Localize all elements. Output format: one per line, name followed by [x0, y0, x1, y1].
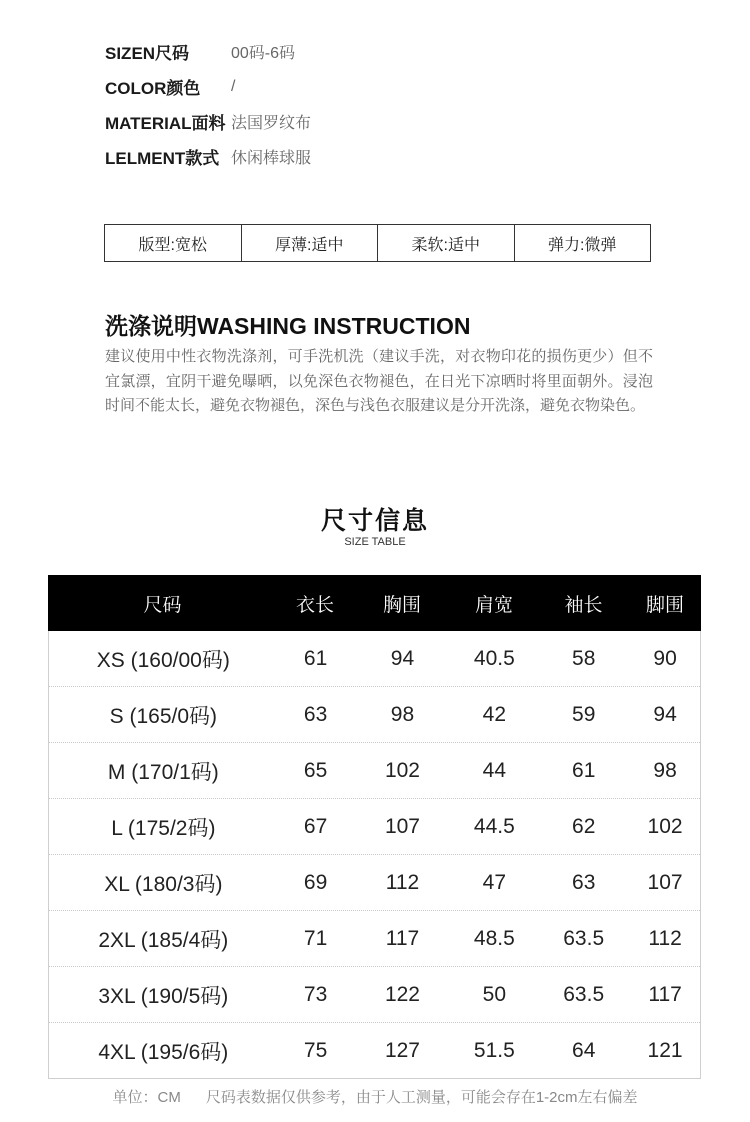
table-cell: 112 — [648, 926, 682, 950]
table-cell: 69 — [303, 870, 328, 894]
washing-text: 建议使用中性衣物洗涤剂，可手洗机洗（建议手洗，对衣物印花的损伤更少）但不宜氯漂，宜阴干避免曝晒，以免深色衣物褪色，在日光下凉晒时将里面朝外。浸泡时间不能太长，避免衣物褪色，深色与浅色衣服建议是分开洗涤，避免衣物染色。 — [105, 348, 653, 414]
table-cell: 121 — [647, 1038, 683, 1062]
spec-row-color — [105, 69, 311, 104]
attribute-bar — [104, 224, 651, 262]
table-cell: 63 — [303, 702, 328, 726]
table-cell: 90 — [653, 646, 677, 670]
size-table-title: 尺寸信息 — [320, 507, 429, 535]
table-cell: 65 — [303, 758, 328, 782]
table-header — [48, 575, 701, 631]
table-cell: 47 — [482, 870, 506, 894]
table-cell: 102 — [647, 814, 683, 838]
attribute-thickness: 厚薄:适中 — [242, 225, 379, 261]
table-cell: 42 — [482, 702, 506, 726]
header-length: 衣长 — [295, 594, 334, 616]
size-table-footnote: 单位：CM 尺码表数据仅供参考，由于人工测量，可能会存在1-2cm左右偏差 — [112, 1089, 638, 1106]
table-row — [49, 743, 700, 799]
table-row — [49, 687, 700, 743]
table-cell: S (165/0码) — [109, 704, 218, 728]
size-table-subtitle: SIZE TABLE — [344, 536, 406, 548]
table-cell: 3XL (190/5码) — [98, 984, 229, 1008]
table-cell: 61 — [303, 646, 328, 670]
table-cell: 94 — [390, 646, 415, 670]
header-chest: 胸围 — [382, 594, 421, 616]
header-sleeve: 袖长 — [564, 594, 603, 616]
spec-label: MATERIAL面料 — [105, 114, 226, 133]
spec-label: SIZEN尺码 — [105, 44, 190, 63]
table-cell: 98 — [653, 758, 677, 782]
table-body — [49, 631, 700, 1078]
table-cell: 63 — [572, 870, 596, 894]
header-hem: 脚围 — [645, 594, 684, 616]
table-cell: 2XL (185/4码) — [98, 928, 229, 952]
attribute-fit: 版型:宽松 — [105, 225, 242, 261]
table-cell: 98 — [390, 702, 415, 726]
table-cell: 107 — [384, 814, 420, 838]
header-shoulder: 肩宽 — [474, 594, 513, 616]
table-cell: 71 — [303, 926, 328, 950]
table-cell: 4XL (195/6码) — [98, 1040, 229, 1064]
table-cell: 94 — [653, 702, 677, 726]
table-cell: 50 — [482, 982, 506, 1006]
table-cell: 117 — [648, 982, 682, 1006]
table-cell: 44.5 — [473, 814, 515, 838]
table-cell: 63.5 — [563, 982, 605, 1006]
spec-label: LELMENT款式 — [105, 149, 220, 168]
table-cell: 58 — [572, 646, 596, 670]
table-cell: 127 — [384, 1038, 420, 1062]
washing-title: 洗涤说明WASHING INSTRUCTION — [105, 313, 471, 339]
table-cell: 62 — [572, 814, 596, 838]
table-cell: 112 — [385, 870, 420, 894]
spec-value: 休闲棒球服 — [231, 150, 312, 167]
table-cell: 51.5 — [473, 1038, 515, 1062]
table-cell: 48.5 — [473, 926, 515, 950]
table-cell: XL (180/3码) — [104, 872, 223, 896]
spec-value: 法国罗纹布 — [231, 115, 312, 132]
spec-value: / — [231, 77, 236, 95]
table-cell: 102 — [384, 758, 420, 782]
spec-row-material — [105, 104, 311, 139]
table-cell: 122 — [384, 982, 420, 1006]
table-cell: 64 — [572, 1038, 596, 1062]
table-cell: 75 — [303, 1038, 328, 1062]
table-cell: 44 — [482, 758, 506, 782]
table-cell: M (170/1码) — [107, 760, 219, 784]
attribute-softness: 柔软:适中 — [378, 225, 515, 261]
table-row — [49, 799, 700, 855]
table-row — [49, 1023, 700, 1078]
table-cell: 117 — [385, 926, 420, 950]
table-row — [49, 855, 700, 911]
table-cell: 61 — [572, 758, 596, 782]
table-cell: 59 — [572, 702, 596, 726]
table-cell: 67 — [303, 814, 328, 838]
table-row — [49, 631, 700, 687]
table-cell: 73 — [303, 982, 328, 1006]
attribute-elasticity: 弹力:微弹 — [548, 236, 617, 254]
product-specs — [105, 34, 311, 174]
table-cell: L (175/2码) — [111, 816, 216, 840]
table-row — [49, 967, 700, 1023]
spec-label: COLOR颜色 — [105, 79, 201, 98]
spec-row-size — [105, 34, 311, 69]
table-cell: XS (160/00码) — [96, 648, 230, 672]
header-size: 尺码 — [143, 594, 182, 616]
table-cell: 40.5 — [473, 646, 515, 670]
table-row — [49, 911, 700, 967]
table-cell: 107 — [647, 870, 683, 894]
size-table — [48, 575, 701, 1079]
spec-row-style — [105, 139, 311, 174]
spec-value: 00码-6码 — [231, 45, 296, 62]
table-cell: 63.5 — [563, 926, 605, 950]
